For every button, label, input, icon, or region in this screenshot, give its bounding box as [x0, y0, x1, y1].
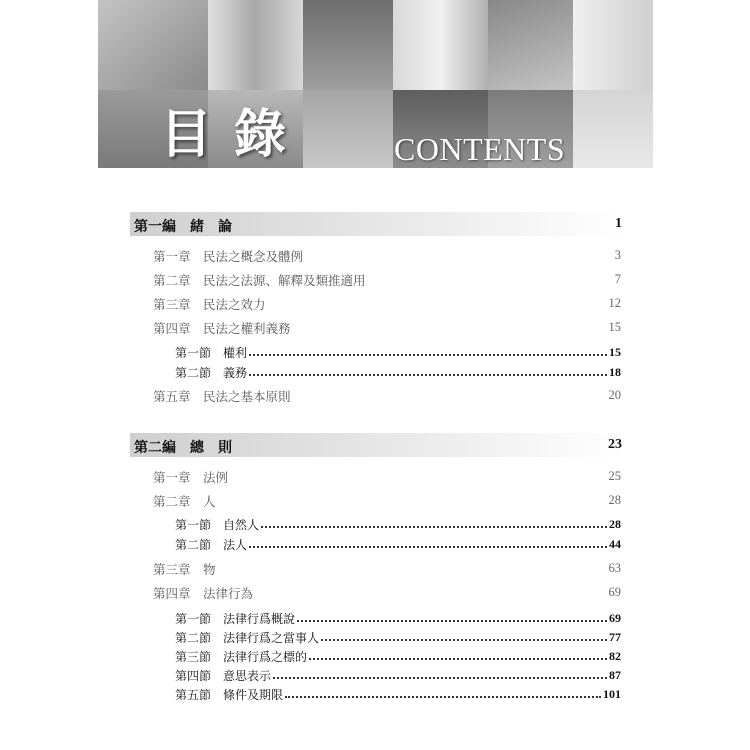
- section-label: 第四節 意思表示: [175, 668, 272, 683]
- section-page-number: 82: [609, 648, 621, 663]
- banner-photo-tile: [98, 0, 208, 90]
- chapter-label: 第一章 法例: [153, 470, 229, 485]
- chapter-page-number: 7: [614, 272, 621, 286]
- page-subtitle: CONTENTS: [394, 131, 566, 167]
- toc-chapter[interactable]: [153, 271, 621, 289]
- section-label: 第一節 法律行爲概說: [175, 611, 296, 626]
- section-page-number: 44: [609, 536, 621, 551]
- section-label: 第三節 法律行爲之標的: [175, 649, 308, 664]
- toc-chapter[interactable]: [153, 295, 621, 313]
- toc-chapter[interactable]: [153, 560, 621, 578]
- chapter-page-number: 15: [608, 320, 621, 334]
- toc-chapter[interactable]: [153, 247, 621, 265]
- leader-dots: [261, 526, 607, 528]
- banner-photo-tile: [573, 90, 653, 168]
- toc-section[interactable]: [175, 610, 621, 626]
- page-title: 目錄: [160, 105, 309, 165]
- chapter-label: 第四章 民法之權利義務: [153, 321, 291, 336]
- leader-dots: [285, 696, 601, 698]
- section-label: 第五節 條件及期限: [175, 687, 284, 702]
- toc-part-2[interactable]: [130, 433, 625, 457]
- toc-part-1[interactable]: [130, 212, 625, 236]
- chapter-page-number: 25: [608, 469, 621, 483]
- section-label: 第二節 義務: [175, 365, 248, 380]
- chapter-page-number: 12: [608, 296, 621, 310]
- toc-section[interactable]: [175, 686, 621, 702]
- chapter-page-number: 20: [608, 388, 621, 402]
- leader-dots: [273, 677, 607, 679]
- leader-dots: [321, 639, 607, 641]
- section-label: 第二節 法律行爲之當事人: [175, 630, 320, 645]
- leader-dots: [249, 546, 607, 548]
- toc-section[interactable]: [175, 364, 621, 380]
- part-label: 第一編 緒 論: [134, 220, 232, 235]
- chapter-label: 第一章 民法之概念及體例: [153, 249, 304, 264]
- toc-section[interactable]: [175, 516, 621, 532]
- chapter-label: 第二章 民法之法源、解釋及類推適用: [153, 273, 366, 288]
- banner-photo-tile: [488, 0, 573, 90]
- section-page-number: 69: [609, 610, 621, 625]
- toc-chapter[interactable]: [153, 584, 621, 602]
- banner-photo-tile: [208, 0, 303, 90]
- chapter-label: 第二章 人: [153, 494, 216, 509]
- chapter-label: 第三章 民法之效力: [153, 297, 266, 312]
- section-page-number: 28: [609, 516, 621, 531]
- chapter-page-number: 3: [614, 248, 621, 262]
- chapter-label: 第三章 物: [153, 562, 216, 577]
- part-page-number: 1: [615, 216, 622, 231]
- toc-chapter[interactable]: [153, 387, 621, 405]
- toc-section[interactable]: [175, 667, 621, 683]
- toc-chapter[interactable]: [153, 468, 621, 486]
- section-label: 第一節 權利: [175, 345, 248, 360]
- part-label: 第二編 總 則: [134, 441, 232, 456]
- banner-photo-tile: [303, 90, 393, 168]
- section-label: 第二節 法人: [175, 537, 248, 552]
- toc-chapter[interactable]: [153, 492, 621, 510]
- chapter-page-number: 69: [608, 585, 621, 599]
- chapter-label: 第四章 法律行為: [153, 586, 254, 601]
- banner-photo-tile: [573, 0, 653, 90]
- toc-chapter[interactable]: [153, 319, 621, 337]
- toc-section[interactable]: [175, 648, 621, 664]
- section-label: 第一節 自然人: [175, 517, 260, 532]
- banner-photo-tile: [303, 0, 393, 90]
- header-banner: [98, 0, 653, 168]
- chapter-label: 第五章 民法之基本原則: [153, 389, 291, 404]
- leader-dots: [297, 620, 607, 622]
- leader-dots: [249, 354, 607, 356]
- section-page-number: 77: [609, 629, 621, 644]
- section-page-number: 18: [609, 364, 621, 379]
- chapter-page-number: 63: [608, 561, 621, 575]
- banner-photo-tile: [393, 0, 488, 90]
- part-page-number: 23: [608, 437, 622, 452]
- toc-section[interactable]: [175, 629, 621, 645]
- toc-section[interactable]: [175, 536, 621, 552]
- leader-dots: [309, 658, 607, 660]
- section-page-number: 101: [603, 686, 621, 701]
- section-page-number: 15: [609, 344, 621, 359]
- section-page-number: 87: [609, 667, 621, 682]
- chapter-page-number: 28: [608, 493, 621, 507]
- toc-section[interactable]: [175, 344, 621, 360]
- leader-dots: [249, 374, 607, 376]
